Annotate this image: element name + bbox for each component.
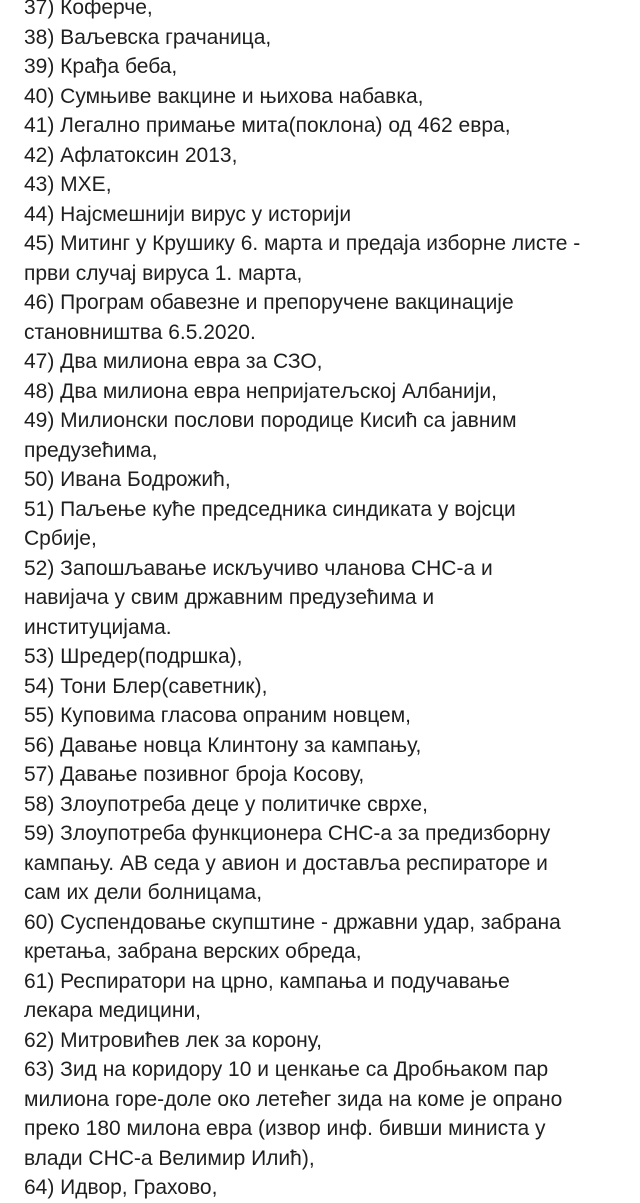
list-line: институцијама. xyxy=(24,615,172,639)
list-line: Србије, xyxy=(24,527,97,550)
list-line: први случај вируса 1. марта, xyxy=(24,261,303,285)
list-line: 43) МХЕ, xyxy=(24,173,112,196)
list-line: 39) Крађа беба, xyxy=(24,55,178,78)
list-line: 54) Тони Блер(саветник), xyxy=(24,674,268,698)
list-line: предузећима, xyxy=(24,438,158,462)
list-line: навијача у свим државним предузећима и xyxy=(24,586,435,609)
list-line: 40) Сумњиве вакцине и њихова набавка, xyxy=(24,84,424,108)
document-text xyxy=(24,0,634,1203)
list-line: лекара медицини, xyxy=(24,999,202,1022)
list-line: 44) Најсмешнији вирус у историји xyxy=(24,202,352,226)
list-line: 42) Афлатоксин 2013, xyxy=(24,143,238,167)
list-line: 64) Идвор, Грахово, xyxy=(24,1176,218,1199)
list-line: 56) Давање новца Клинтону за кампању, xyxy=(24,733,422,757)
list-line: 52) Запошљавање искључиво чланова СНС-а и xyxy=(24,556,493,580)
list-line: 41) Легално примање мита(поклона) од 462 евра, xyxy=(24,114,511,137)
list-line: сам их дели болницама, xyxy=(24,881,263,904)
list-line: 61) Респиратори на црно, кампања и подучавање xyxy=(24,969,510,993)
list-line: 57) Давање позивног броја Косову, xyxy=(24,763,365,786)
list-line: 46) Програм обавезне и препоручене вакцинације xyxy=(24,291,514,314)
list-line: 59) Злоупотреба функционера СНС-а за предизборну xyxy=(24,822,551,845)
list-line: 51) Паљење куће председника синдиката у војсци xyxy=(24,497,516,521)
list-line: 45) Митинг у Крушику 6. марта и предаја изборне листе - xyxy=(24,232,581,255)
list-line: влади СНС-а Велимир Илић), xyxy=(24,1146,315,1170)
list-line: 50) Ивана Бодрожић, xyxy=(24,468,231,491)
list-line: 60) Суспендовање скупштине - државни удар, забрана xyxy=(24,910,561,934)
list-line: 47) Два милиона евра за СЗО, xyxy=(24,350,323,373)
list-line: 55) Куповима гласова опраним новцем, xyxy=(24,704,411,727)
list-line: 53) Шредер(подршка), xyxy=(24,645,243,668)
list-line: кретања, забрана верских обреда, xyxy=(24,940,362,963)
list-line: 48) Два милиона евра непријатељској Албанији, xyxy=(24,379,497,403)
list-line: 37) Коферче, xyxy=(24,0,153,19)
list-line: преко 180 милона евра (извор инф. бивши министа у xyxy=(24,1117,546,1140)
list-line: 49) Милионски послови породице Кисић са јавним xyxy=(24,409,517,432)
list-line: 58) Злоупотреба деце у политичке сврхе, xyxy=(24,792,428,816)
list-line: милиона горе-доле око летећег зида на коме је опрано xyxy=(24,1087,563,1111)
list-line: кампању. АВ седа у авион и доставља респираторе и xyxy=(24,851,548,875)
list-line: 38) Ваљевска грачаница, xyxy=(24,25,272,49)
list-line: становништва 6.5.2020. xyxy=(24,320,256,344)
list-line: 62) Митровићев лек за корону, xyxy=(24,1028,323,1052)
list-line: 63) Зид на коридору 10 и ценкање са Дробњаком пар xyxy=(24,1058,549,1081)
